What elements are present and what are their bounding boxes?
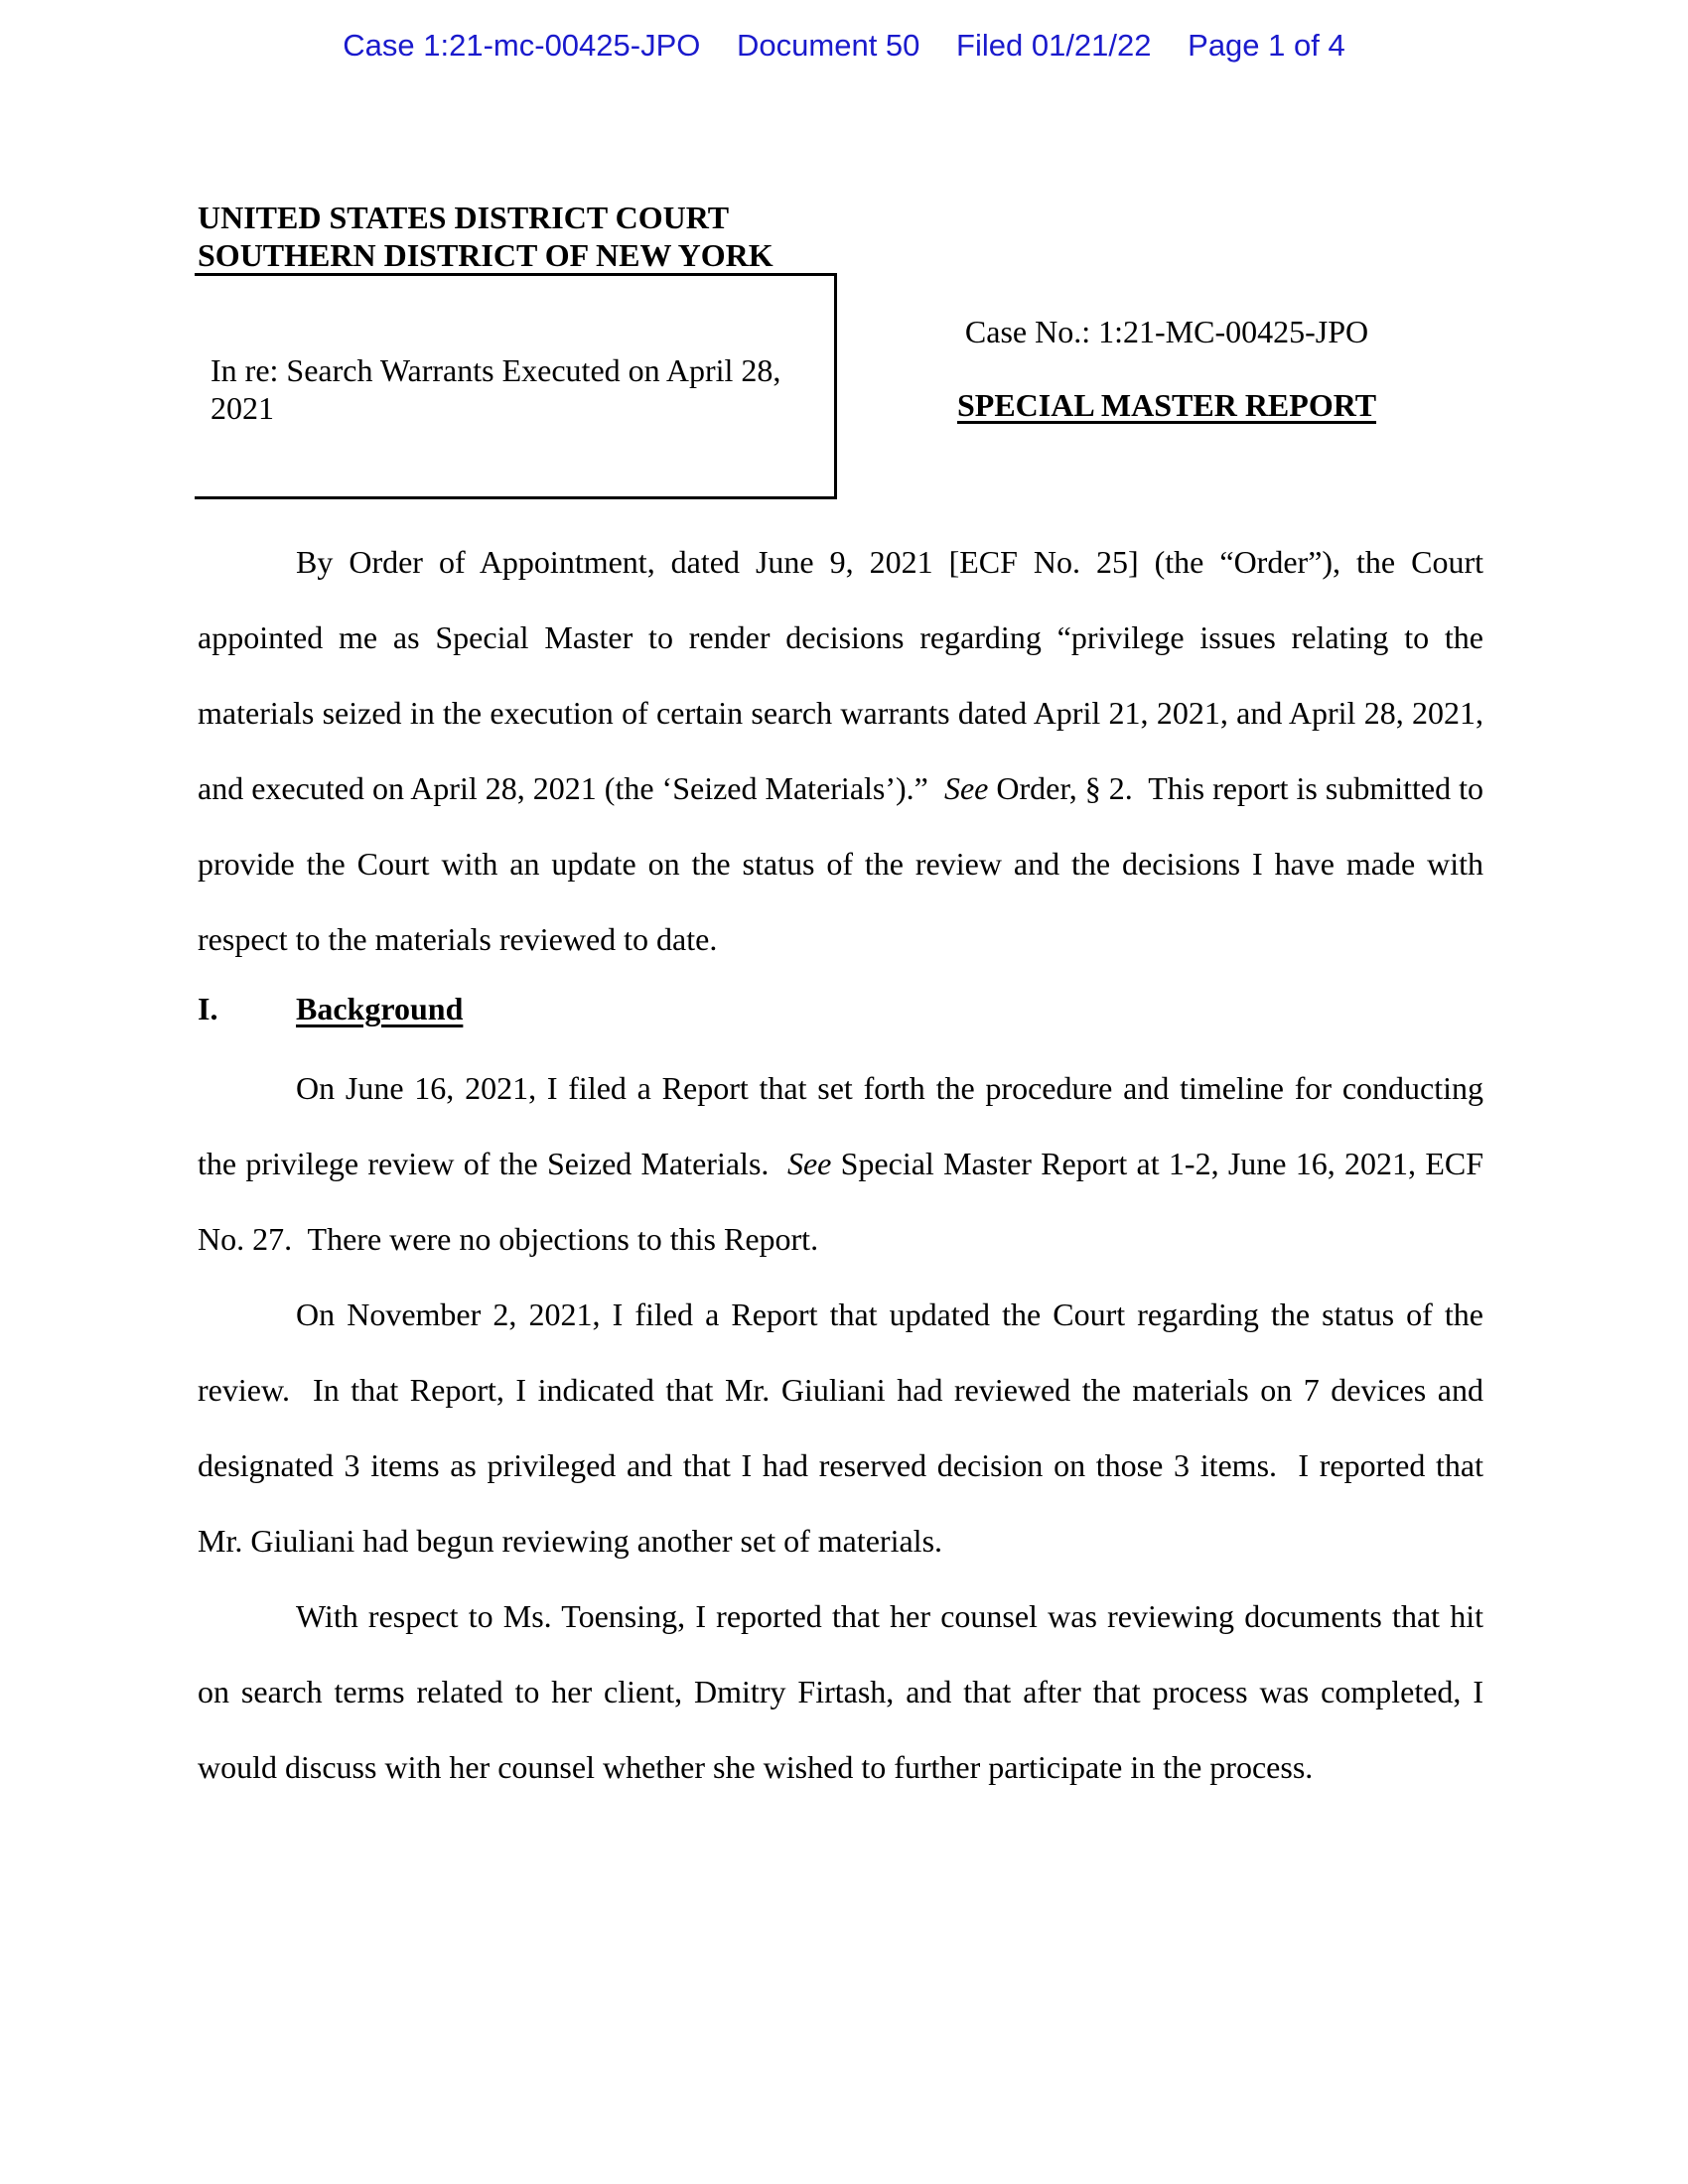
- case-caption-box: [195, 273, 837, 499]
- paragraph-text: With respect to Ms. Toensing, I reported that her counsel was reviewing documents that hit on search terms related to her client, Dmitry Firtash, and that after that process was completed, I would discuss with her counsel whether she wished to further participate in the process.: [198, 1598, 1483, 1785]
- paragraph-november-report: [198, 1277, 1483, 1578]
- document-title: SPECIAL MASTER REPORT: [956, 387, 1377, 423]
- paragraph-text: Order, § 2. This report is submitted to provide the Court with an update on the status of the review and the decisions I have made with respect to the materials reviewed to date.: [198, 770, 1484, 957]
- paragraph-order-of-appointment: [198, 524, 1483, 977]
- ecf-filing-header: [0, 28, 1688, 64]
- ecf-page-number: Page 1 of 4: [1188, 28, 1345, 63]
- citation-signal: See: [786, 1146, 832, 1181]
- section-heading: [198, 991, 463, 1027]
- section-number: I.: [198, 991, 218, 1026]
- court-name: [198, 199, 774, 274]
- ecf-case-number: Case 1:21-mc-00425-JPO: [343, 28, 701, 63]
- citation-signal: See: [943, 770, 989, 806]
- paragraph-text: By Order of Appointment, dated June 9, 2021 [ECF No. 25] (the “Order”), the Court appointed me as Special Master to render decisions regarding “privilege issues relating to the materials seized in the execution of certain search warrants dated April 21, 2021, and April 28, 2021, and executed on April 28, 2021 (the ‘Seized Materials’).”: [198, 544, 1483, 806]
- court-name-line-1: UNITED STATES DISTRICT COURT: [198, 200, 730, 235]
- paragraph-text: On June 16, 2021, I filed a Report that set forth the procedure and timeline for conducting the privilege review of the Seized Materials.: [198, 1070, 1483, 1181]
- court-name-line-2: SOUTHERN DISTRICT OF NEW YORK: [198, 237, 774, 273]
- ecf-filed-date: Filed 01/21/22: [956, 28, 1152, 63]
- case-number: Case No.: 1:21-MC-00425-JPO: [964, 314, 1369, 349]
- paragraph-june-report: [198, 1050, 1483, 1277]
- paragraph-text: Special Master Report at 1-2, June 16, 2021, ECF No. 27. There were no objections to this Report.: [198, 1146, 1484, 1257]
- ecf-document-number: Document 50: [737, 28, 920, 63]
- paragraph-toensing: [198, 1578, 1483, 1805]
- section-title: Background: [296, 991, 464, 1026]
- paragraph-text: On November 2, 2021, I filed a Report that updated the Court regarding the status of the review. In that Report, I indicated that Mr. Giuliani had reviewed the materials on 7 devices and designated 3 items as privileged and that I had reserved decision on those 3 items. I reported that Mr. Giuliani had begun reviewing another set of materials.: [198, 1297, 1483, 1559]
- case-caption-text: In re: Search Warrants Executed on April 28, 2021: [211, 352, 781, 426]
